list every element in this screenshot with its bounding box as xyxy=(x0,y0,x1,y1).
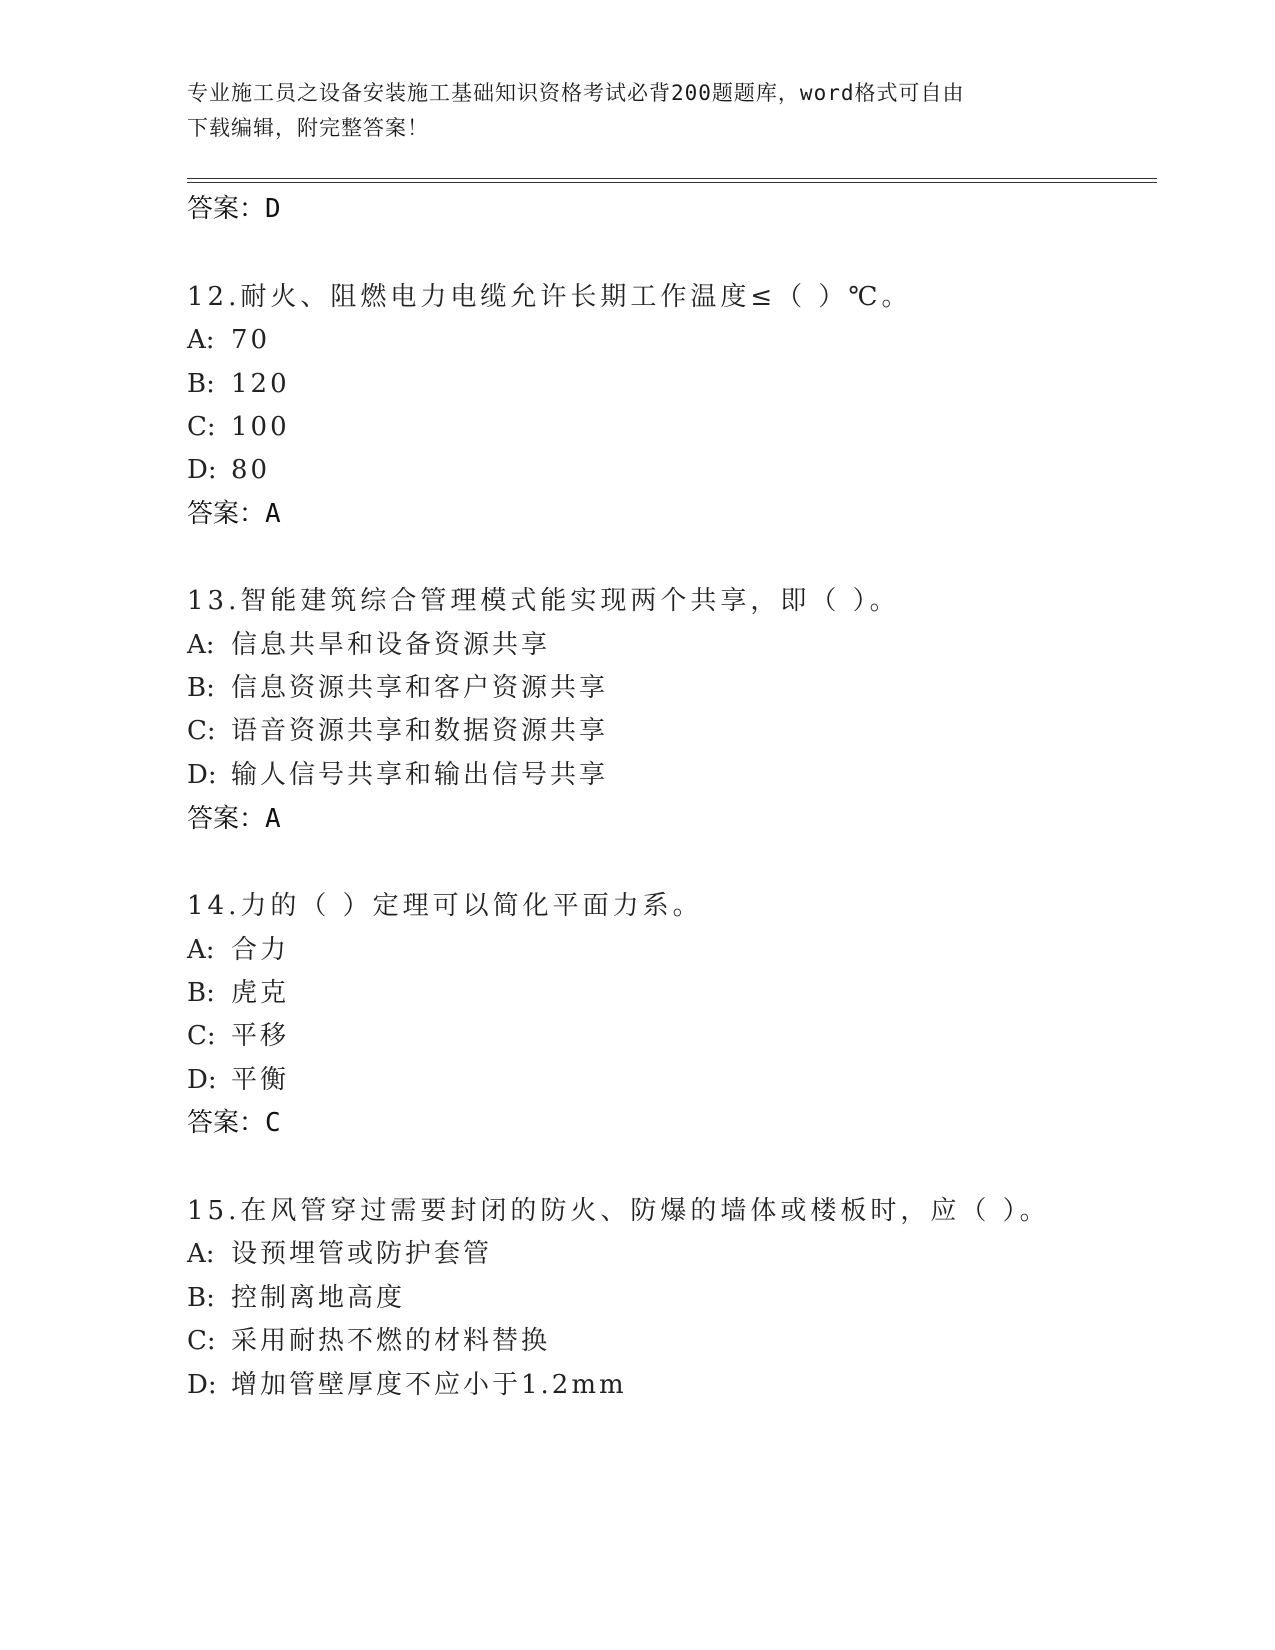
option-letter: B: xyxy=(187,978,215,1008)
question-13-option-d xyxy=(187,758,608,792)
question-15-option-a xyxy=(187,1237,492,1271)
option-letter: B: xyxy=(187,1283,215,1313)
question-14-option-d xyxy=(187,1063,289,1097)
question-14-option-b xyxy=(187,976,289,1010)
question-15-option-b xyxy=(187,1281,405,1315)
option-letter: A: xyxy=(187,325,215,355)
header-line-1: 专业施工员之设备安装施工基础知识资格考试必背200题题库，word格式可自由 xyxy=(187,81,965,105)
question-13-option-a xyxy=(187,628,550,662)
option-text: 平移 xyxy=(231,1021,290,1051)
option-letter: C: xyxy=(187,1326,216,1356)
answer-13: 答案：A xyxy=(187,804,281,834)
option-text: 平衡 xyxy=(231,1065,290,1095)
option-letter: A: xyxy=(187,935,215,965)
question-14-option-c xyxy=(187,1019,289,1053)
option-letter: D: xyxy=(187,1370,217,1400)
option-text: 70 xyxy=(231,325,271,355)
option-letter: D: xyxy=(187,455,217,485)
document-header xyxy=(187,76,1067,146)
question-12-option-c xyxy=(187,410,290,444)
option-text: 120 xyxy=(231,369,290,399)
question-12-stem: 12.耐火、阻燃电力电缆允许长期工作温度≤（ ）℃。 xyxy=(187,282,912,312)
option-text: 设预埋管或防护套管 xyxy=(231,1239,493,1269)
question-13-option-c xyxy=(187,714,608,748)
question-14-stem: 14.力的（ ）定理可以简化平面力系。 xyxy=(187,891,703,921)
option-letter: D: xyxy=(187,1065,217,1095)
option-text: 100 xyxy=(231,412,290,442)
option-letter: A: xyxy=(187,1239,215,1269)
header-line-2: 下载编辑，附完整答案！ xyxy=(187,116,429,140)
option-text: 合力 xyxy=(231,935,290,965)
answer-14: 答案：C xyxy=(187,1108,281,1138)
option-text: 信息资源共享和客户资源共享 xyxy=(231,673,609,703)
question-15-option-d xyxy=(187,1368,627,1402)
option-text: 增加管壁厚度不应小于1.2mm xyxy=(231,1370,627,1400)
option-text: 80 xyxy=(231,455,271,485)
question-13-stem: 13.智能建筑综合管理模式能实现两个共享，即（ ）。 xyxy=(187,586,900,616)
option-text: 虎克 xyxy=(231,978,290,1008)
option-text: 输人信号共享和输出信号共享 xyxy=(231,760,609,790)
option-letter: B: xyxy=(187,673,215,703)
question-13-option-b xyxy=(187,671,608,705)
option-letter: A: xyxy=(187,630,215,660)
option-text: 语音资源共享和数据资源共享 xyxy=(231,716,609,746)
option-letter: C: xyxy=(187,1021,216,1051)
option-letter: C: xyxy=(187,412,216,442)
question-12-option-d xyxy=(187,453,270,487)
question-15-option-c xyxy=(187,1324,550,1358)
answer-11: 答案：D xyxy=(187,194,281,224)
option-letter: B: xyxy=(187,369,215,399)
option-text: 信息共旱和设备资源共享 xyxy=(231,630,551,660)
header-divider xyxy=(187,178,1157,183)
question-12-option-a xyxy=(187,323,270,357)
question-14-option-a xyxy=(187,933,289,967)
question-15-stem: 15.在风管穿过需要封闭的防火、防爆的墙体或楼板时，应（ ）。 xyxy=(187,1196,1050,1226)
option-letter: C: xyxy=(187,716,216,746)
question-12-option-b xyxy=(187,367,290,401)
option-text: 采用耐热不燃的材料替换 xyxy=(231,1326,551,1356)
answer-12: 答案：A xyxy=(187,499,281,529)
option-letter: D: xyxy=(187,760,217,790)
option-text: 控制离地高度 xyxy=(231,1283,406,1313)
